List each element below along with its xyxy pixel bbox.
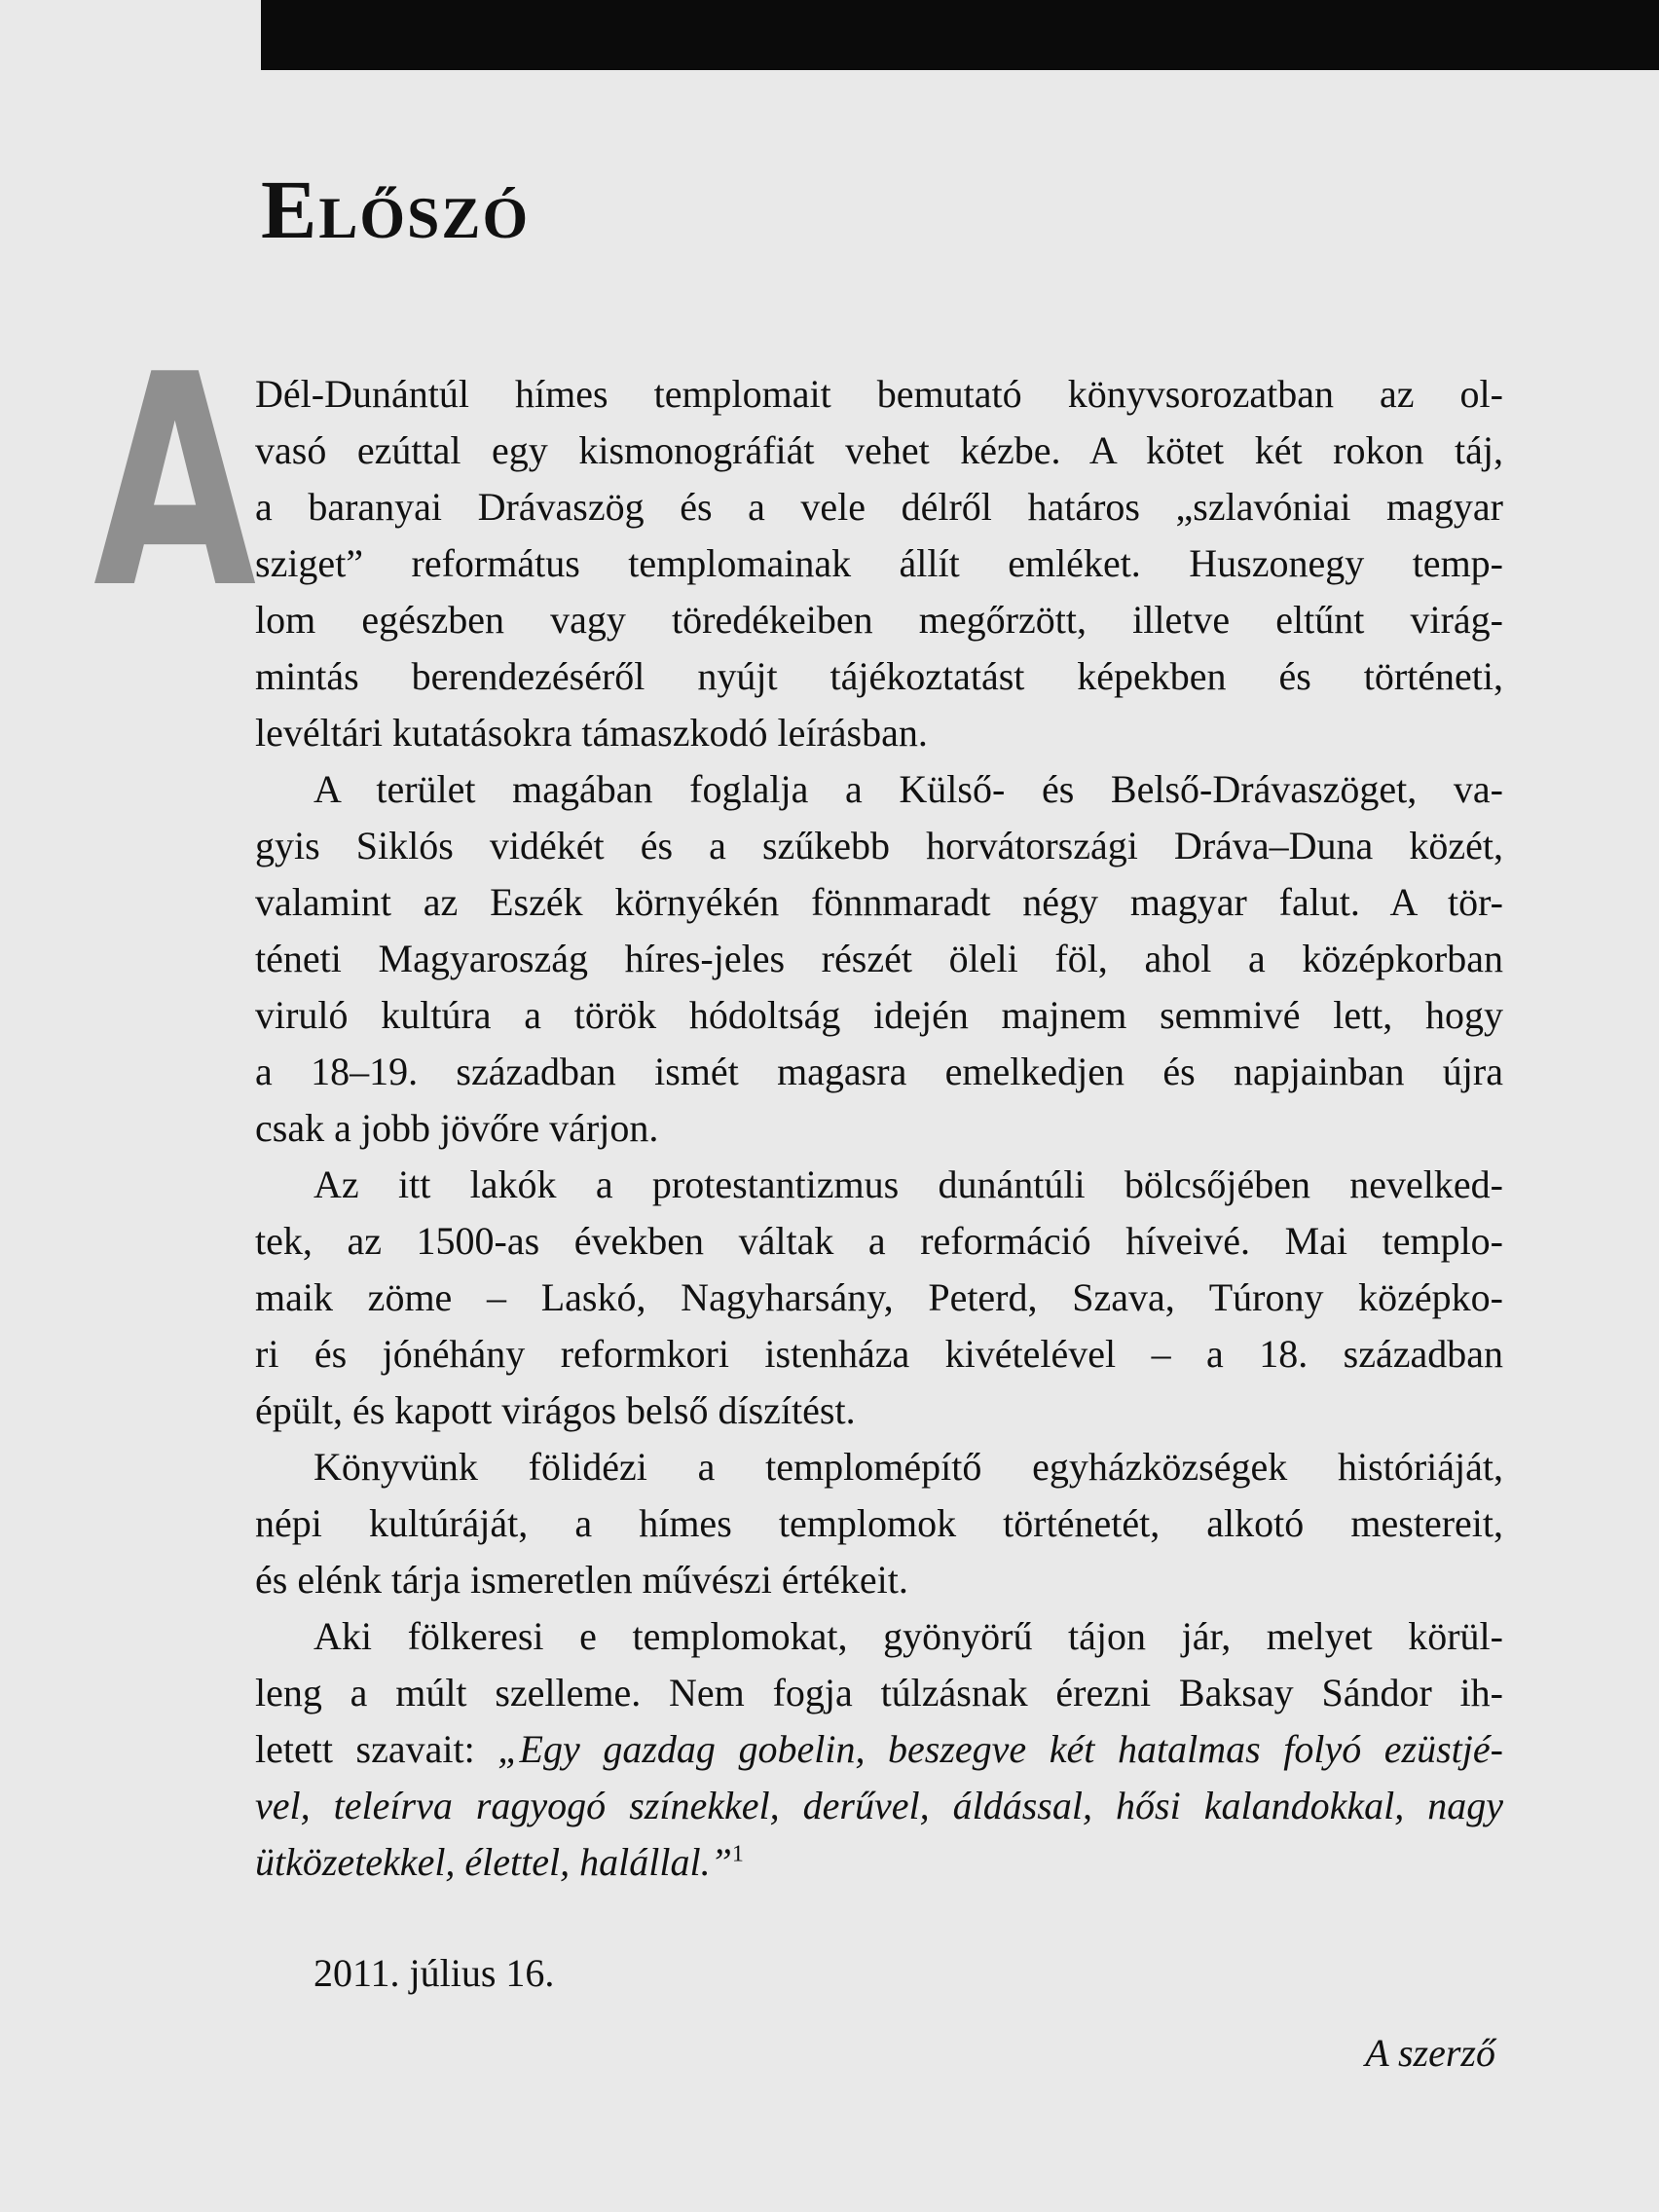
text-line: ri és jónéhány reformkori istenháza kivételével – a 18. században bbox=[255, 1332, 1503, 1376]
author-signature: A szerző bbox=[1365, 2031, 1495, 2075]
quote-end: ütközetekkel, élettel, halállal.” bbox=[255, 1840, 732, 1884]
preface-body bbox=[255, 366, 1503, 1891]
text-line: tek, az 1500-as években váltak a reformáció híveivé. Mai templo- bbox=[255, 1219, 1503, 1263]
text-line: és elénk tárja ismeretlen művészi értékeit. bbox=[255, 1558, 908, 1602]
text-line: épült, és kapott virágos belső díszítést. bbox=[255, 1388, 856, 1432]
quote-line-last bbox=[255, 1834, 1503, 1891]
quote-line: vel, teleírva ragyogó színekkel, derűvel, áldással, hősi kalandokkal, nagy bbox=[255, 1784, 1503, 1827]
text-line: a baranyai Drávaszög és a vele délről határos „szlavóniai magyar bbox=[255, 485, 1503, 529]
text-line: sziget” református templomainak állít emléket. Huszonegy temp- bbox=[255, 541, 1503, 585]
text-line: téneti Magyaroszág híres-jeles részét öleli föl, ahol a középkorban bbox=[255, 937, 1503, 980]
text-line: leng a múlt szelleme. Nem fogja túlzásnak érezni Baksay Sándor ih- bbox=[255, 1671, 1503, 1714]
text-line: A terület magában foglalja a Külső- és Belső-Drávaszöget, va- bbox=[313, 767, 1503, 811]
text-line: valamint az Eszék környékén fönnmaradt négy magyar falut. A tör- bbox=[255, 880, 1503, 924]
text-line: Dél-Dunántúl hímes templomait bemutató könyvsorozatban az ol- bbox=[255, 372, 1503, 416]
text-line-with-quote bbox=[255, 1721, 1503, 1778]
text-line: népi kultúráját, a hímes templomok történetét, alkotó mestereit, bbox=[255, 1501, 1503, 1545]
text-line: lom egészben vagy töredékeiben megőrzött, illetve eltűnt virág- bbox=[255, 598, 1503, 642]
top-black-bar bbox=[261, 0, 1659, 70]
text-line: a 18–19. században ismét magasra emelkedjen és napjainban újra bbox=[255, 1050, 1503, 1093]
text-line: maik zöme – Laskó, Nagyharsány, Peterd, Szava, Túrony középko- bbox=[255, 1275, 1503, 1319]
text-line: mintás berendezéséről nyújt tájékoztatást képekben és történeti, bbox=[255, 654, 1503, 698]
text-line: gyis Siklós vidékét és a szűkebb horvátországi Dráva–Duna közét, bbox=[255, 824, 1503, 867]
quote-lead-in: letett szavait: bbox=[255, 1727, 498, 1771]
text-line: vasó ezúttal egy kismonográfiát vehet kézbe. A kötet két rokon táj, bbox=[255, 428, 1503, 472]
text-line: Aki fölkeresi e templomokat, gyönyörű tájon jár, melyet körül- bbox=[313, 1614, 1503, 1658]
text-line: csak a jobb jövőre várjon. bbox=[255, 1106, 659, 1150]
quote-text: „Egy gazdag gobelin, beszegve két hatalmas folyó ezüstjé- bbox=[498, 1727, 1503, 1771]
text-line: Könyvünk fölidézi a templomépítő egyházközségek históriáját, bbox=[313, 1445, 1503, 1489]
footnote-marker: 1 bbox=[731, 1841, 744, 1867]
page-title: Előszó bbox=[261, 163, 531, 256]
text-line: viruló kultúra a török hódoltság idején majnem semmivé lett, hogy bbox=[255, 993, 1503, 1037]
drop-cap-letter: A bbox=[93, 313, 257, 652]
text-line: levéltári kutatásokra támaszkodó leírásban. bbox=[255, 711, 928, 755]
text-line: Az itt lakók a protestantizmus dunántúli bölcsőjében nevelked- bbox=[313, 1162, 1503, 1206]
date-line: 2011. július 16. bbox=[313, 1951, 555, 1995]
